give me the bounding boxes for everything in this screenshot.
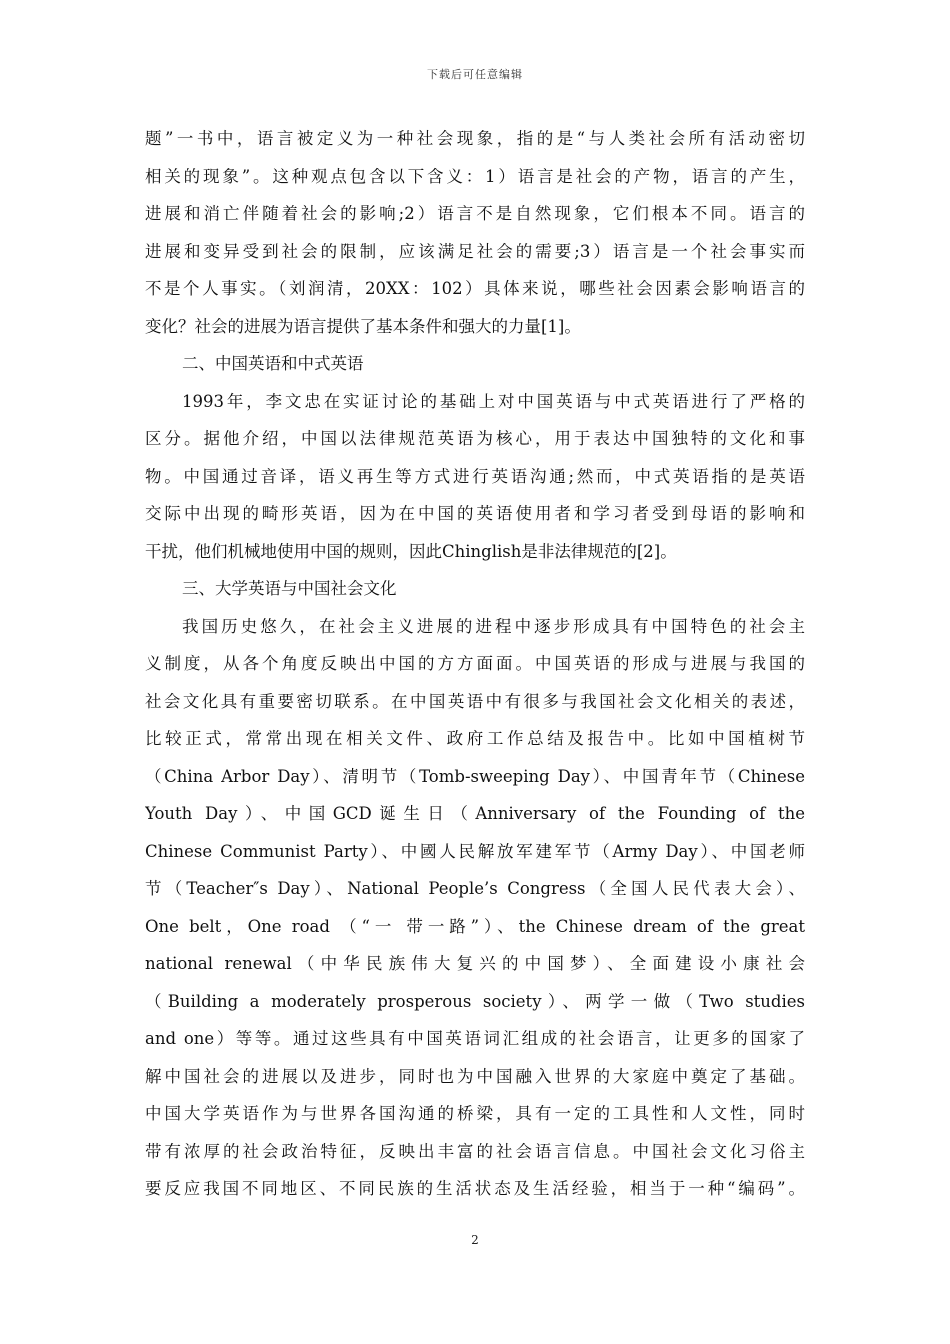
section-heading: 三、大学英语与中国社会文化 bbox=[182, 579, 397, 598]
text-line: 变化？社会的进展为语言提供了基本条件和强大的力量[1]。 bbox=[145, 316, 581, 336]
text-line: 干扰，他们机械地使用中国的规则，因此Chinglish是非法律规范的[2]。 bbox=[145, 541, 677, 561]
section-heading: 二、中国英语和中式英语 bbox=[182, 354, 364, 373]
text-line: One belt，One road （“一 带一路”）、the Chinese dream of the great bbox=[145, 916, 805, 936]
text-line: 区分。据他介绍，中国以法律规范英语为核心，用于表达中国独特的文化和事 bbox=[145, 429, 805, 448]
header-note: 下载后可任意编辑 bbox=[427, 68, 523, 81]
page-number: 2 bbox=[471, 1233, 479, 1247]
text-line: 义制度，从各个角度反映出中国的方方面面。中国英语的形成与进展与我国的 bbox=[145, 654, 805, 673]
text-line: 要反应我国不同地区、不同民族的生活状态及生活经验，相当于一种“编码”。 bbox=[145, 1179, 805, 1198]
text-line: 节（Teacher″s Day）、National People’s Congress（全国人民代表大会）、 bbox=[145, 879, 805, 898]
text-line: （Building a moderately prosperous society）、两学一做（Two studies bbox=[145, 991, 805, 1011]
text-line: 中国大学英语作为与世界各国沟通的桥梁，具有一定的工具性和人文性，同时 bbox=[145, 1104, 805, 1123]
text-line: 不是个人事实。（刘润清，20XX：102）具体来说，哪些社会因素会影响语言的 bbox=[145, 279, 805, 298]
text-line: national renewal（中华民族伟大复兴的中国梦）、全面建设小康社会 bbox=[145, 954, 805, 973]
text-line: 带有浓厚的社会政治特征，反映出丰富的社会语言信息。中国社会文化习俗主 bbox=[145, 1141, 805, 1161]
text-line: 1993年，李文忠在实证讨论的基础上对中国英语与中式英语进行了严格的 bbox=[182, 391, 805, 411]
text-line: 题”一书中，语言被定义为一种社会现象，指的是“与人类社会所有活动密切 bbox=[145, 129, 805, 148]
text-line: 我国历史悠久，在社会主义进展的进程中逐步形成具有中国特色的社会主 bbox=[182, 616, 805, 636]
text-line: Chinese Communist Party）、中國人民解放军建军节（Army Day）、中国老师 bbox=[145, 841, 805, 861]
text-line: （China Arbor Day）、清明节（Tomb-sweeping Day）、中国青年节（Chinese bbox=[145, 766, 805, 786]
text-line: and one）等等。通过这些具有中国英语词汇组成的社会语言，让更多的国家了 bbox=[145, 1029, 805, 1048]
text-line: 物。中国通过音译，语义再生等方式进行英语沟通;然而，中式英语指的是英语 bbox=[145, 466, 805, 486]
document-body bbox=[145, 120, 805, 1208]
text-line: 解中国社会的进展以及进步，同时也为中国融入世界的大家庭中奠定了基础。 bbox=[145, 1066, 805, 1086]
text-line: 社会文化具有重要密切联系。在中国英语中有很多与我国社会文化相关的表述， bbox=[145, 691, 805, 711]
text-line: 交际中出现的畸形英语，因为在中国的英语使用者和学习者受到母语的影响和 bbox=[145, 504, 805, 523]
text-line: Youth Day）、中国GCD诞生日（Anniversary of the Founding of the bbox=[145, 804, 805, 823]
text-line: 进展和消亡伴随着社会的影响;2）语言不是自然现象，它们根本不同。语言的 bbox=[145, 204, 805, 223]
text-line: 比较正式，常常出现在相关文件、政府工作总结及报告中。比如中国植树节 bbox=[145, 729, 805, 748]
text-line: 相关的现象”。这种观点包含以下含义：1）语言是社会的产物，语言的产生， bbox=[145, 166, 805, 186]
text-line: 进展和变异受到社会的限制，应该满足社会的需要;3）语言是一个社会事实而 bbox=[145, 241, 805, 261]
